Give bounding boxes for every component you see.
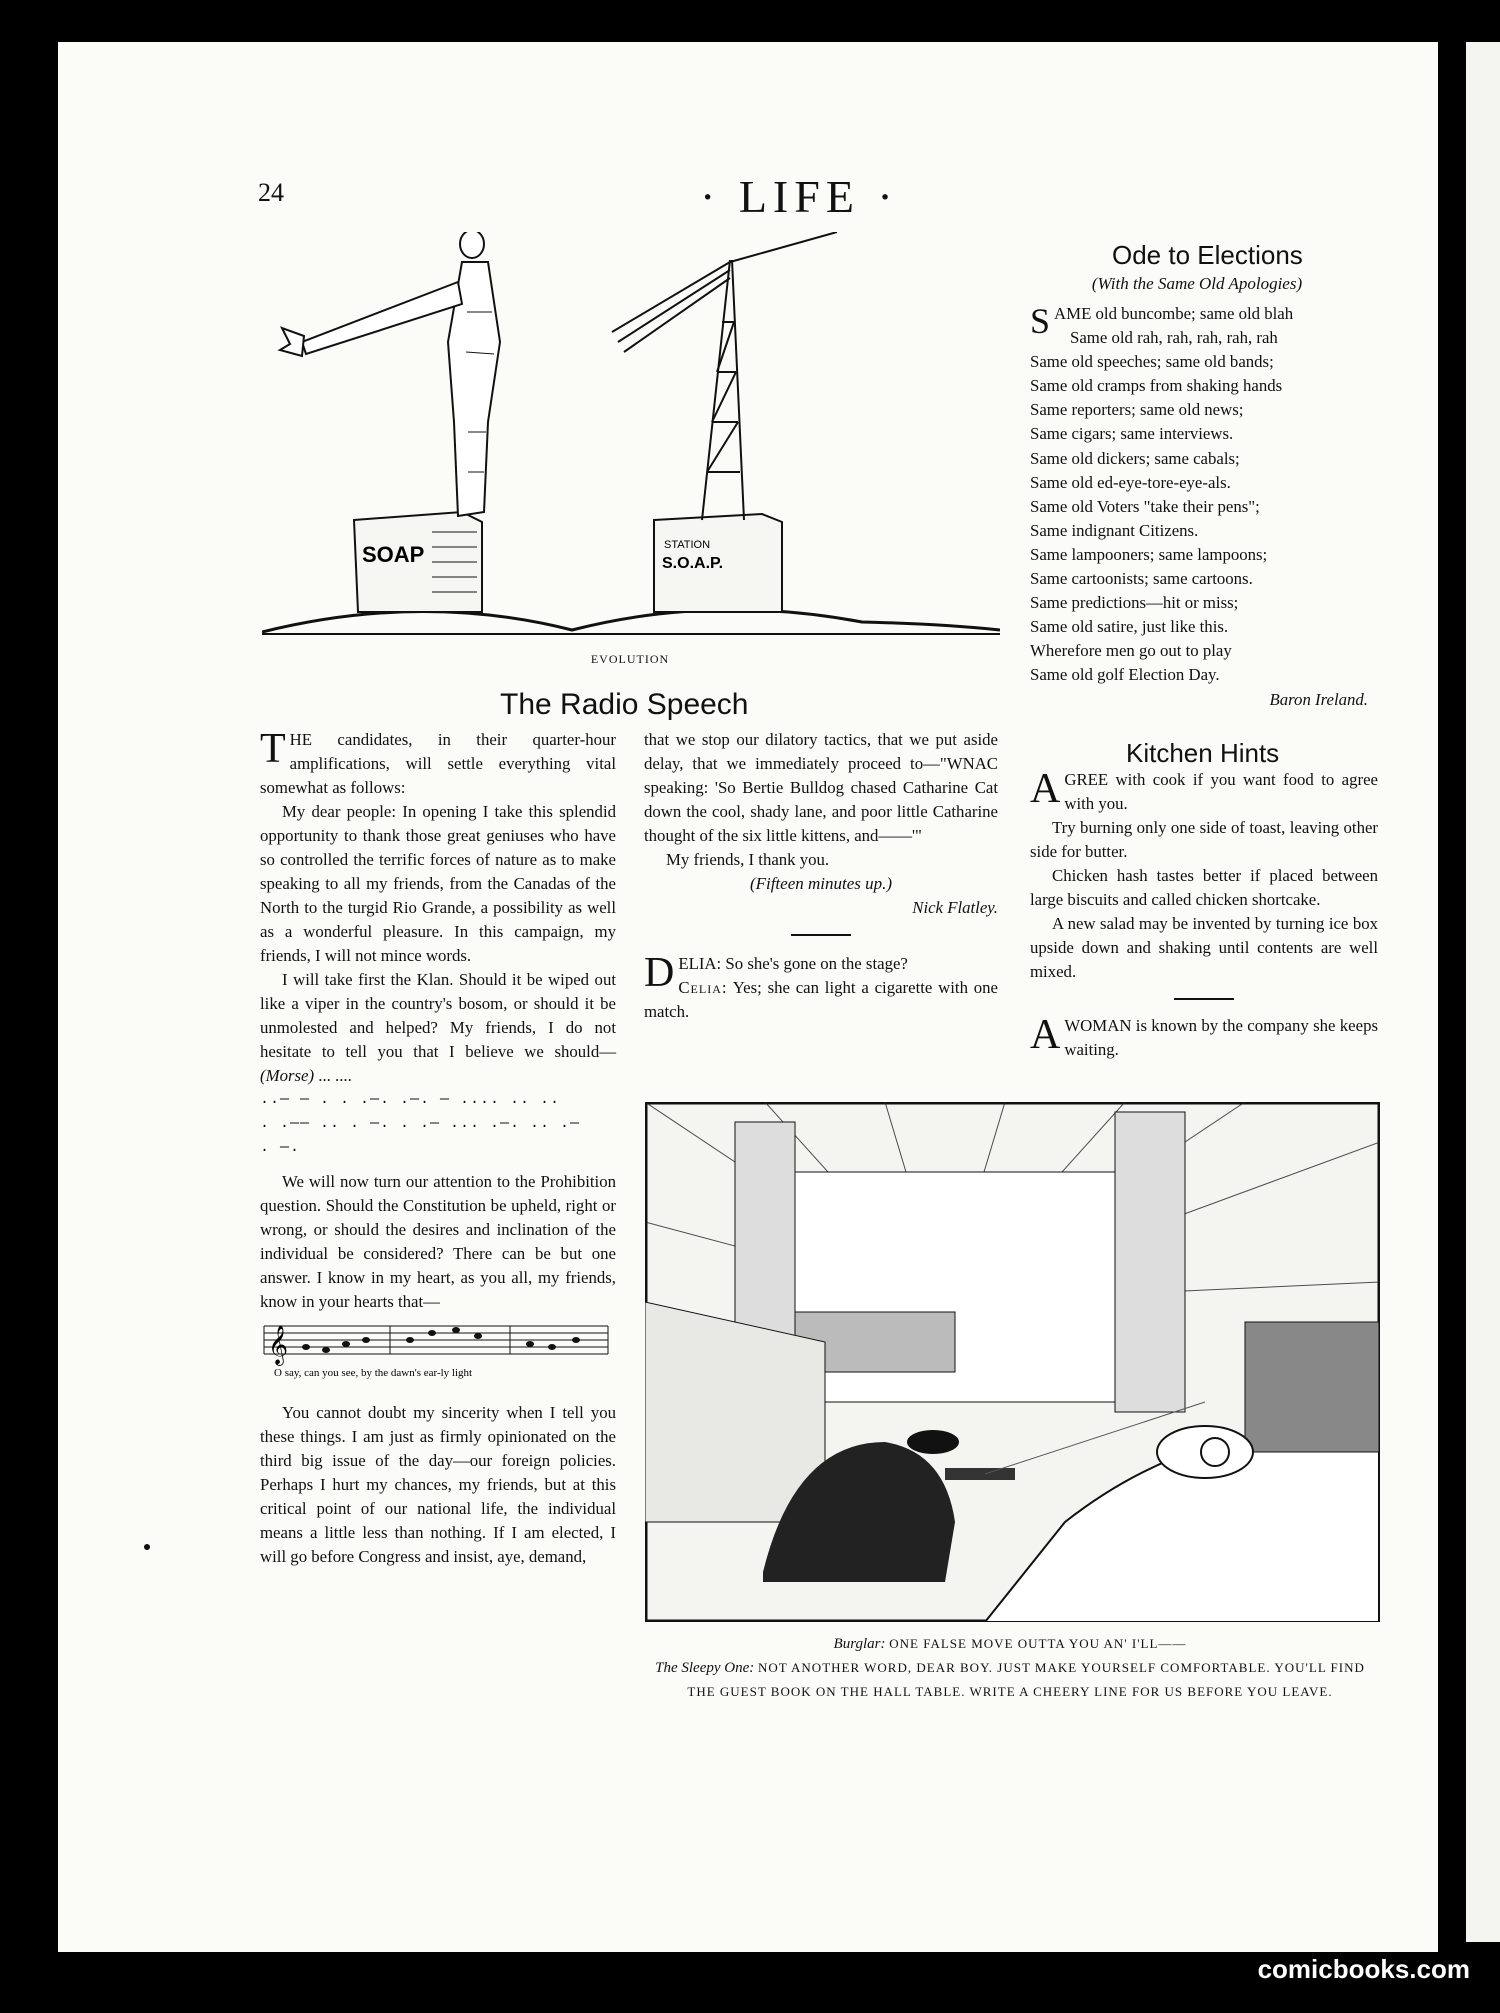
- station-soap-label: S.O.A.P.: [662, 555, 724, 572]
- ode-line: Same old dickers; same cabals;: [1030, 448, 1240, 468]
- ode-signature: Baron Ireland.: [1269, 689, 1368, 709]
- music-staff: [260, 1320, 612, 1382]
- ode-line: Same indignant Citizens.: [1030, 520, 1199, 540]
- delia-line: Yes; she can light a cigarette with one match.: [644, 978, 998, 1021]
- ode-line: AME old buncombe; same old blah: [1054, 304, 1294, 323]
- delia-line: ELIA: So she's gone on the stage?: [678, 954, 908, 973]
- ode-line: Same predictions—hit or miss;: [1030, 593, 1239, 613]
- kitchen-hint: Try burning only one side of toast, leaving other side for butter.: [1030, 818, 1378, 861]
- ode-line: Same reporters; same old news;: [1030, 400, 1244, 420]
- margin-dot: [144, 1544, 150, 1550]
- ode-subtitle: (With the Same Old Apologies): [1091, 274, 1303, 293]
- morse-line: ..— — . . .—. .—. — .... .. ..: [260, 1091, 561, 1108]
- radio-speech-title: The Radio Speech: [500, 688, 749, 721]
- radio-paragraph: HE candidates, in their quarter-hour amplifications, will settle everything vital somewhat as follows:: [260, 730, 616, 797]
- evolution-cartoon: [262, 232, 1000, 640]
- radio-paragraph: My friends, I thank you.: [666, 850, 830, 869]
- watermark: comicbooks.com: [1257, 1954, 1470, 1984]
- morse-word: (Morse): [260, 1066, 315, 1085]
- ode-line: Same old ed-eye-tore-eye-als.: [1030, 472, 1231, 492]
- evolution-caption: EVOLUTION: [590, 652, 670, 666]
- caption-speaker: The Sleepy One:: [655, 1660, 755, 1676]
- kitchen-hint: A new salad may be invented by turning ice box upside down and shaking until contents are well mixed.: [1030, 914, 1378, 981]
- adjacent-page-edge: [1466, 42, 1500, 1942]
- page-number: 24: [258, 178, 284, 207]
- divider: [1174, 998, 1234, 1000]
- svg-text:𝄞: 𝄞: [268, 1327, 289, 1364]
- masthead: · LIFE ·: [700, 171, 899, 222]
- station-label: STATION: [664, 539, 711, 551]
- kitchen-hints: [1030, 768, 1378, 1062]
- ode-line: Same old golf Election Day.: [1030, 665, 1220, 685]
- radio-paragraph: We will now turn our attention to the Prohibition question. Should the Constitution be upheld, right or wrong, or should the desires and inclination of the individual be considered? There can be but one answer. I know in my heart, as you all, my friends, know in your hearts that—: [260, 1172, 616, 1311]
- ode-line: Same cigars; same interviews.: [1030, 424, 1234, 444]
- drop-cap: D: [644, 950, 675, 996]
- burglar-cartoon: [645, 1102, 1380, 1622]
- radio-paragraph: I will take first the Klan. Should it be wiped out like a viper in the country's bosom, or should it be unmolested and helped? My friends, I do not hesitate to tell you that I believe we should—: [260, 970, 616, 1061]
- radio-note: (Fifteen minutes up.): [749, 874, 893, 893]
- radio-speech-column-1: [260, 728, 616, 1569]
- morse-line: . .—— .. . —. . .— ... .—. .. .—: [260, 1115, 581, 1132]
- radio-paragraph: You cannot doubt my sincerity when I tell you these things. I am just as firmly opinionated on the third big issue of the day—our foreign policies. Perhaps I hurt my chances, my friends, but at this critical point of our national life, the individual means a little less than nothing. If I am elected, I will go before Congress and insist, aye, demand,: [260, 1403, 616, 1566]
- drop-cap: A: [1030, 1012, 1061, 1058]
- radio-speech-column-2: [644, 728, 998, 1024]
- ode-line: Same old satire, just like this.: [1030, 617, 1229, 637]
- drop-cap: A: [1030, 766, 1061, 812]
- kitchen-hint: GREE with cook if you want food to agree with you.: [1064, 770, 1378, 813]
- ode-line: Wherefore men go out to play: [1030, 641, 1232, 661]
- ode-title: Ode to Elections: [1112, 240, 1303, 270]
- kitchen-hints-title: Kitchen Hints: [1126, 738, 1280, 768]
- morse-tail: ... ....: [314, 1066, 352, 1085]
- ode-line: Same cartoonists; same cartoons.: [1030, 569, 1253, 589]
- divider: [791, 934, 851, 936]
- woman-text: WOMAN is known by the company she keeps waiting.: [1064, 1016, 1378, 1059]
- ode-line: Same old Voters "take their pens";: [1030, 496, 1260, 516]
- kitchen-hint: Chicken hash tastes better if placed between large biscuits and called chicken shortcake.: [1030, 866, 1378, 909]
- caption-line: ONE FALSE MOVE OUTTA YOU AN' I'LL——: [889, 1636, 1187, 1651]
- music-lyric: O say, can you see, by the dawn's ear-ly light: [274, 1367, 473, 1379]
- ode-line: Same old speeches; same old bands;: [1030, 352, 1274, 372]
- drop-cap: S: [1030, 301, 1051, 341]
- delia-speaker: Celia:: [678, 978, 728, 997]
- burglar-caption: [640, 1632, 1380, 1704]
- radio-paragraph: My dear people: In opening I take this splendid opportunity to thank those great geniuses who have so controlled the terrific forces of nature as to make speaking to all my friends, from the Canadas of the North to the turgid Rio Grande, a possibility as well as a wonderful pleasure. In this campaign, my friends, I will not mince words.: [260, 802, 616, 965]
- morse-line: . —.: [260, 1139, 301, 1156]
- caption-line: NOT ANOTHER WORD, DEAR BOY. JUST MAKE YOURSELF COMFORTABLE. YOU'LL FIND THE GUEST BOOK ON THE HALL TABLE. WRITE A CHEERY LINE FOR US BEFORE YOU LEAVE.: [687, 1660, 1365, 1699]
- radio-signature: Nick Flatley.: [912, 898, 998, 917]
- caption-speaker: Burglar:: [833, 1636, 886, 1652]
- ode-line: Same lampooners; same lampoons;: [1030, 544, 1268, 564]
- ode-line: Same old rah, rah, rah, rah, rah: [1070, 328, 1278, 348]
- ode-poem: [1030, 302, 1380, 712]
- soap-box-label: SOAP: [362, 542, 425, 567]
- radio-paragraph: that we stop our dilatory tactics, that we put aside delay, that we immediately proceed to—"WNAC speaking: 'So Bertie Bulldog chased Catharine Cat down the cool, shady lane, and poor little Catharine thought of the six little kittens, and——'": [644, 730, 998, 845]
- drop-cap: T: [260, 726, 286, 772]
- ode-line: Same old cramps from shaking hands: [1030, 376, 1283, 396]
